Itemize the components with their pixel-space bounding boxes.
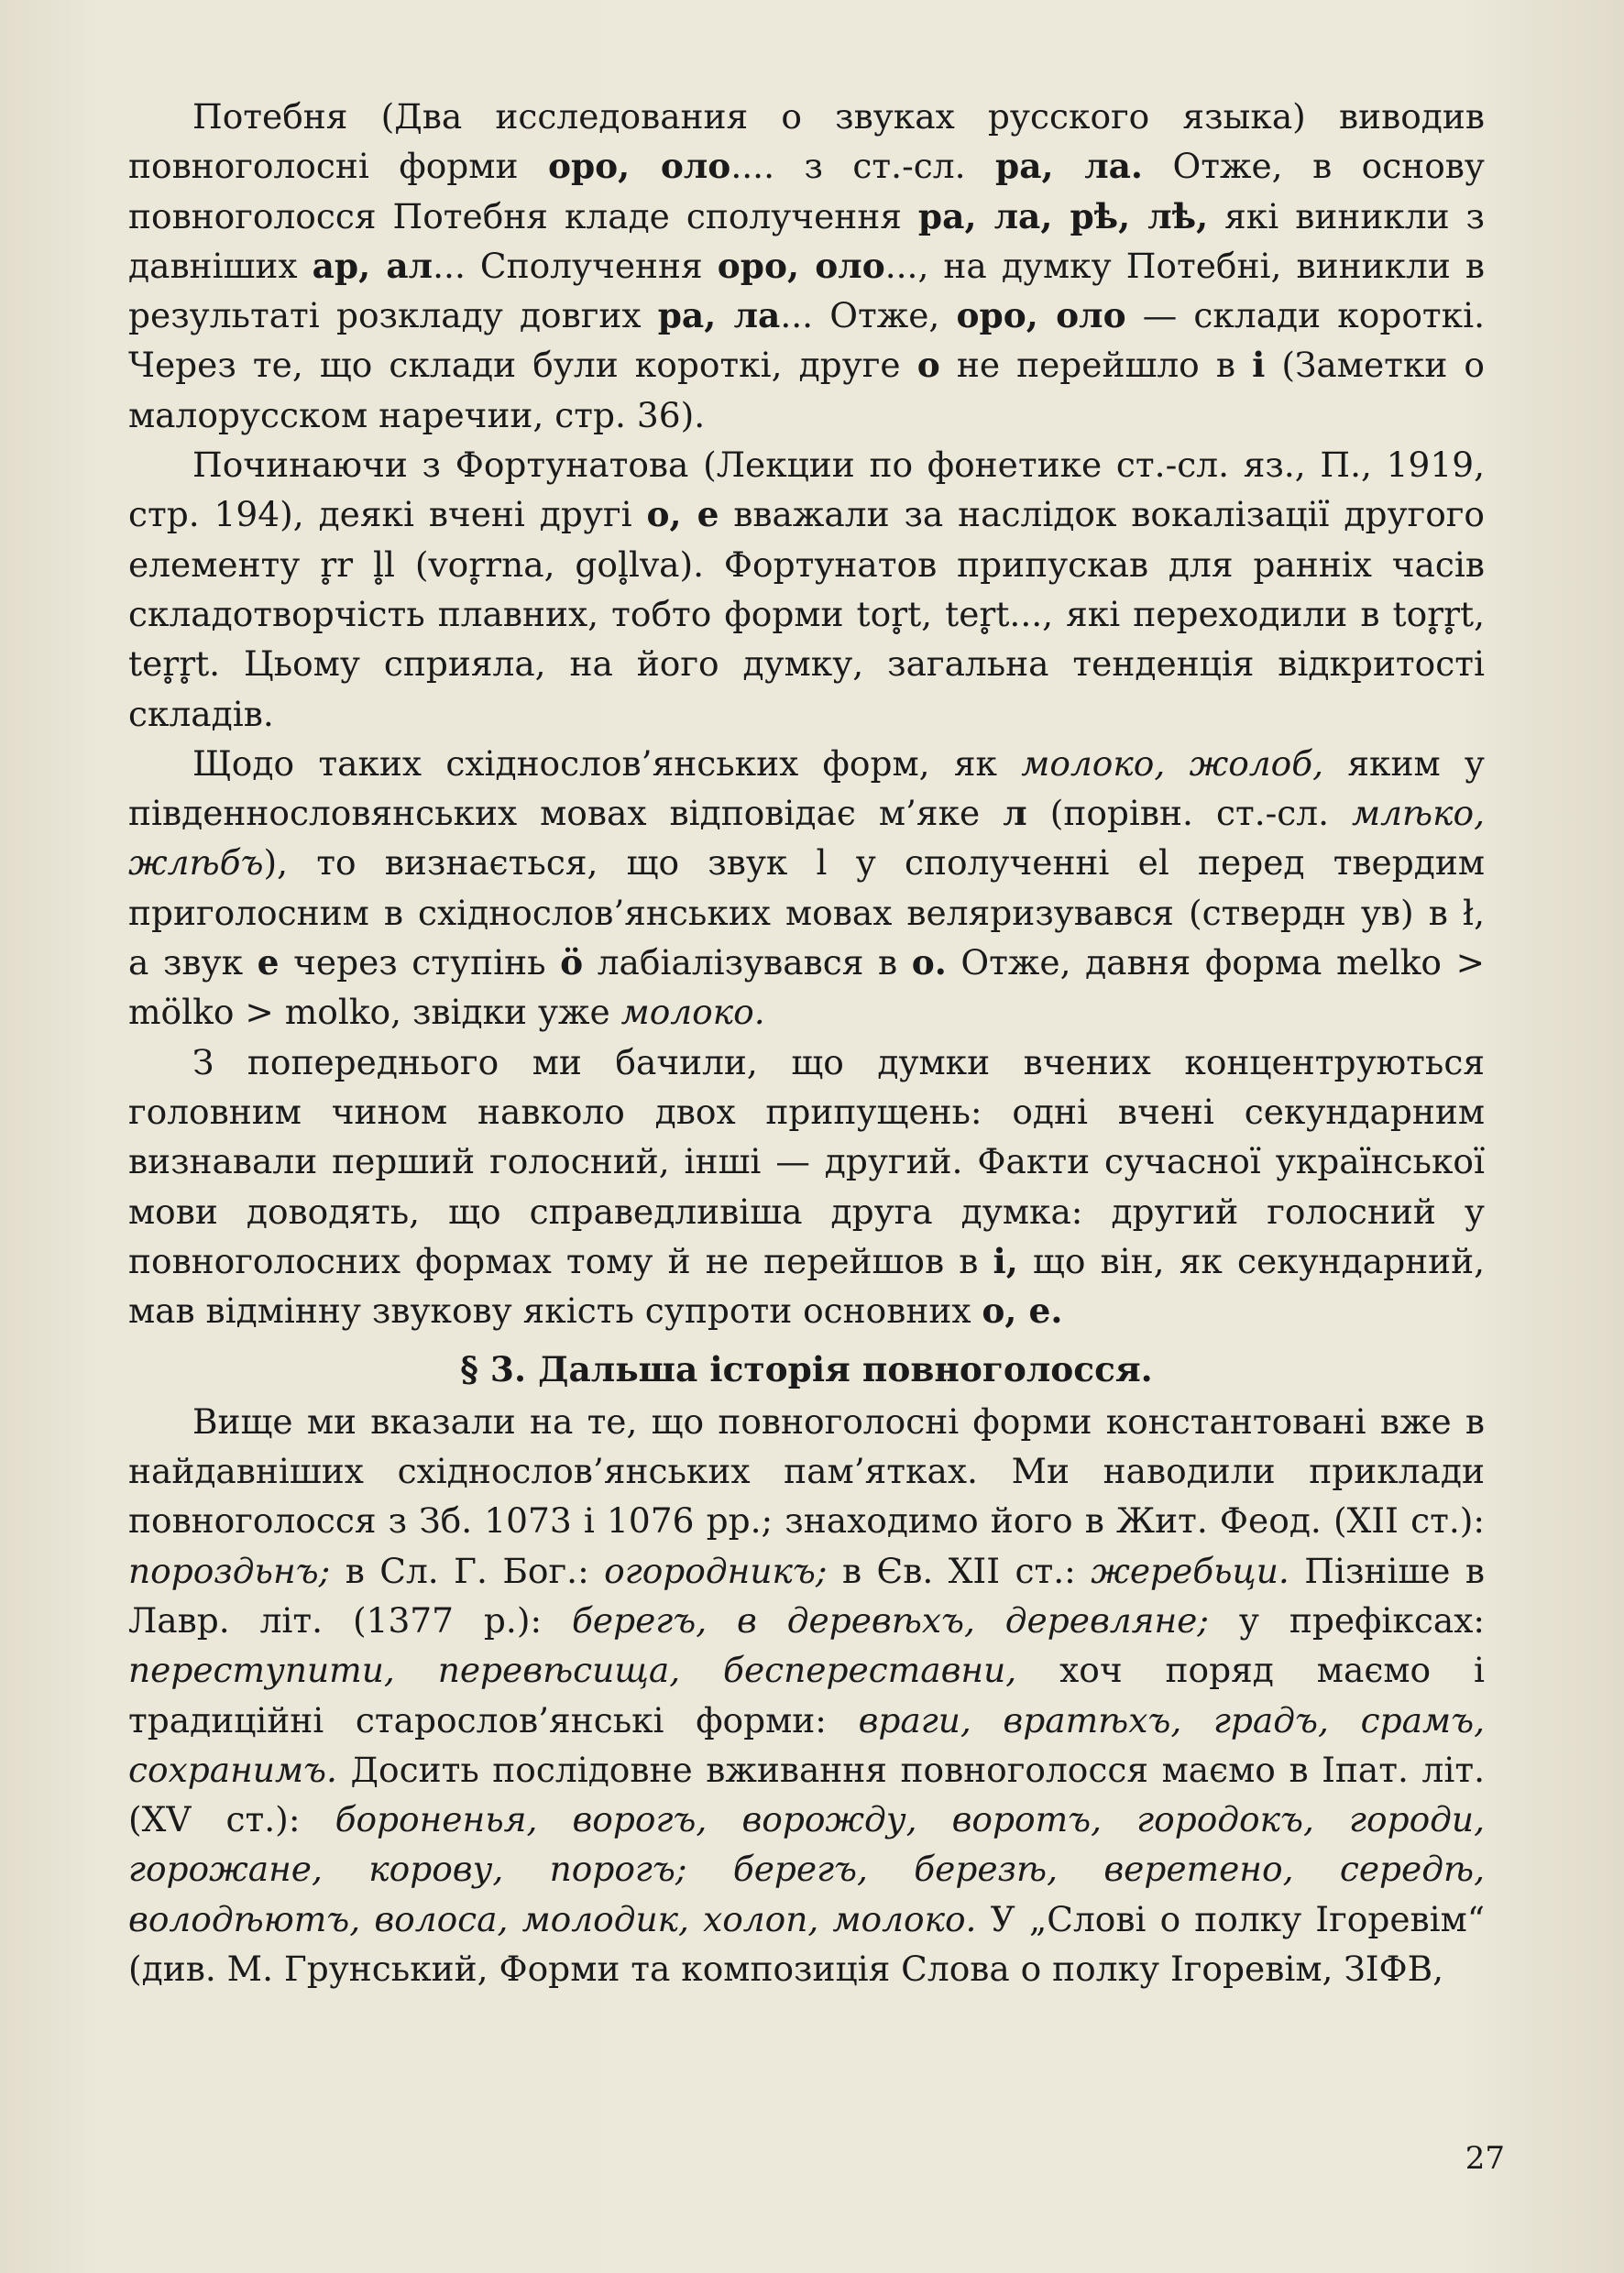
text-run: .... з ст.-сл. [730,146,995,187]
text-run: ар, ал [312,245,433,286]
text-run: е [257,942,280,983]
text-run: ... Отже, [780,295,957,336]
text-run: — склади короткі. Через те, що склади були короткі, друге [128,295,1485,386]
paragraph [128,1397,1485,1994]
paragraph [128,92,1485,440]
text-run: огородникъ; [604,1550,828,1591]
text-run: млѣко, жлѣбъ [128,793,1485,884]
text-run: ра, ла [657,295,781,336]
text-run: Пізніше в Лавр. літ. (1377 р.): [128,1550,1485,1641]
text-run: о [916,345,940,386]
text-run: ӧ [560,942,584,983]
text-run: лабіалізувався в [583,942,912,983]
text-run: (порівн. ст.-сл. [1026,793,1353,834]
text-run: берегъ, в деревѣхъ, деревляне; [572,1599,1210,1641]
paragraph [128,739,1485,1038]
text-run: о, е [646,494,719,535]
text-run: бороненья, ворогъ, ворожду, воротъ, городокъ, городи, горожане, корову, порогъ; берегъ, березѣ, веретено, середѣ, володѣютъ, волоса, молодик, холоп, молоко. [128,1799,1485,1939]
text-run: Щодо таких східнослов’янських форм, як [192,742,1022,784]
text-run: ра, ла, рѣ, лѣ, [917,195,1209,236]
text-run: ), то визнається, що звук l у сполученні el перед твердим приголосним в східнослов’янських мовах веляризувався (ствердн ув) в ł, а звук [128,842,1485,983]
text-run: § 3. Дальша історія повноголосся. [460,1349,1153,1390]
text-run: Отже, в основу повноголосся Потебня кладе сполучення [128,146,1485,236]
text-run: молоко, жолоб, [1021,742,1324,784]
text-run: через ступінь [279,942,561,983]
text-run: яким у південнословянських мовах відповідає м’яке [128,742,1485,834]
text-run: жеребьци. [1091,1550,1289,1591]
text-run: ..., на думку Потебні, виникли в результаті розкладу довгих [128,245,1485,336]
text-run: оро, оло [956,295,1126,336]
text-run: пороздьнъ; [128,1550,331,1591]
text-run: ра, ла. [995,146,1143,187]
text-run: у префіксах: [1209,1599,1485,1641]
text-run: л [1003,793,1027,834]
text-run: переступити, перевѣсища, беспереставни, [128,1650,1017,1691]
text-run: Потебня (Два исследования о звуках русского языка) виводив повноголосні форми [128,96,1485,187]
text-run: о. [911,942,947,983]
text-run: Досить послідовне вживання повноголосся маємо в Іпат. літ. (XV ст.): [128,1749,1485,1840]
paragraph [128,440,1485,739]
text-run: вважали за наслідок вокалізації другого елементу r̥r l̥l (vor̥rna, gol̥lva). Фортунатов припускав для ранніх часів складотворчість плавних, тобто форми tor̥t, ter̥t..., які переходили в tor̥r̥t, ter̥r̥t. Цьому сприяла, на його думку, загальна тенденція відкритості складів. [128,494,1486,734]
text-run: в Сл. Г. Бог.: [330,1550,605,1591]
page-number: 27 [1465,2140,1505,2177]
text-run: (Заметки о малорусском наречии, стр. 36). [128,345,1486,435]
text-run: оро, оло [547,146,731,187]
text-run: З попереднього ми бачили, що думки вчених концентруються головним чином навколо двох припущень: одні вчені секундарним визнавали перший голосний, інші — другий. Факти сучасної української мови доводять, що справедливіша друга думка: другий голосний у повноголосних формах тому й не перейшов в [128,1041,1485,1281]
page-body-text [128,92,1485,1993]
text-run: Отже, давня форма melko > mölko > molko, звідки уже [128,942,1486,1033]
text-run: о, е. [982,1290,1063,1332]
text-run: в Єв. XII ст.: [827,1550,1092,1591]
text-run: враги, вратѣхъ, градъ, срамъ, сохранимъ. [128,1699,1485,1790]
text-run: і [1252,345,1266,386]
text-run: У „Слові о полку Ігоревім“ (див. М. Грунський, Форми та композиція Слова о полку Ігоревім, ЗІФВ, [128,1898,1485,1989]
text-run: Вище ми вказали на те, що повноголосні форми константовані вже в найдавніших східнослов’янських пам’ятках. Ми наводили приклади повноголосся з Зб. 1073 і 1076 рр.; знаходимо його в Жит. Феод. (XII ст.): [128,1400,1485,1542]
text-run: молоко. [620,992,765,1033]
text-run: оро, оло [717,245,885,286]
text-run: не перейшло в [939,345,1253,386]
paragraph [128,1038,1485,1336]
text-run: хоч поряд маємо і традиційні старослов’янські форми: [128,1650,1485,1740]
section-heading [128,1345,1485,1394]
text-run: Починаючи з Фортунатова (Лекции по фонетике ст.-сл. яз., П., 1919, стр. 194), деякі вчені другі [128,445,1485,535]
text-run: і, [993,1240,1018,1281]
text-run: ... Сполучення [433,245,718,286]
text-run: які виникли з давніших [128,195,1485,286]
text-run: що він, як секундарний, мав відмінну звукову якість супроти основних [128,1240,1486,1332]
